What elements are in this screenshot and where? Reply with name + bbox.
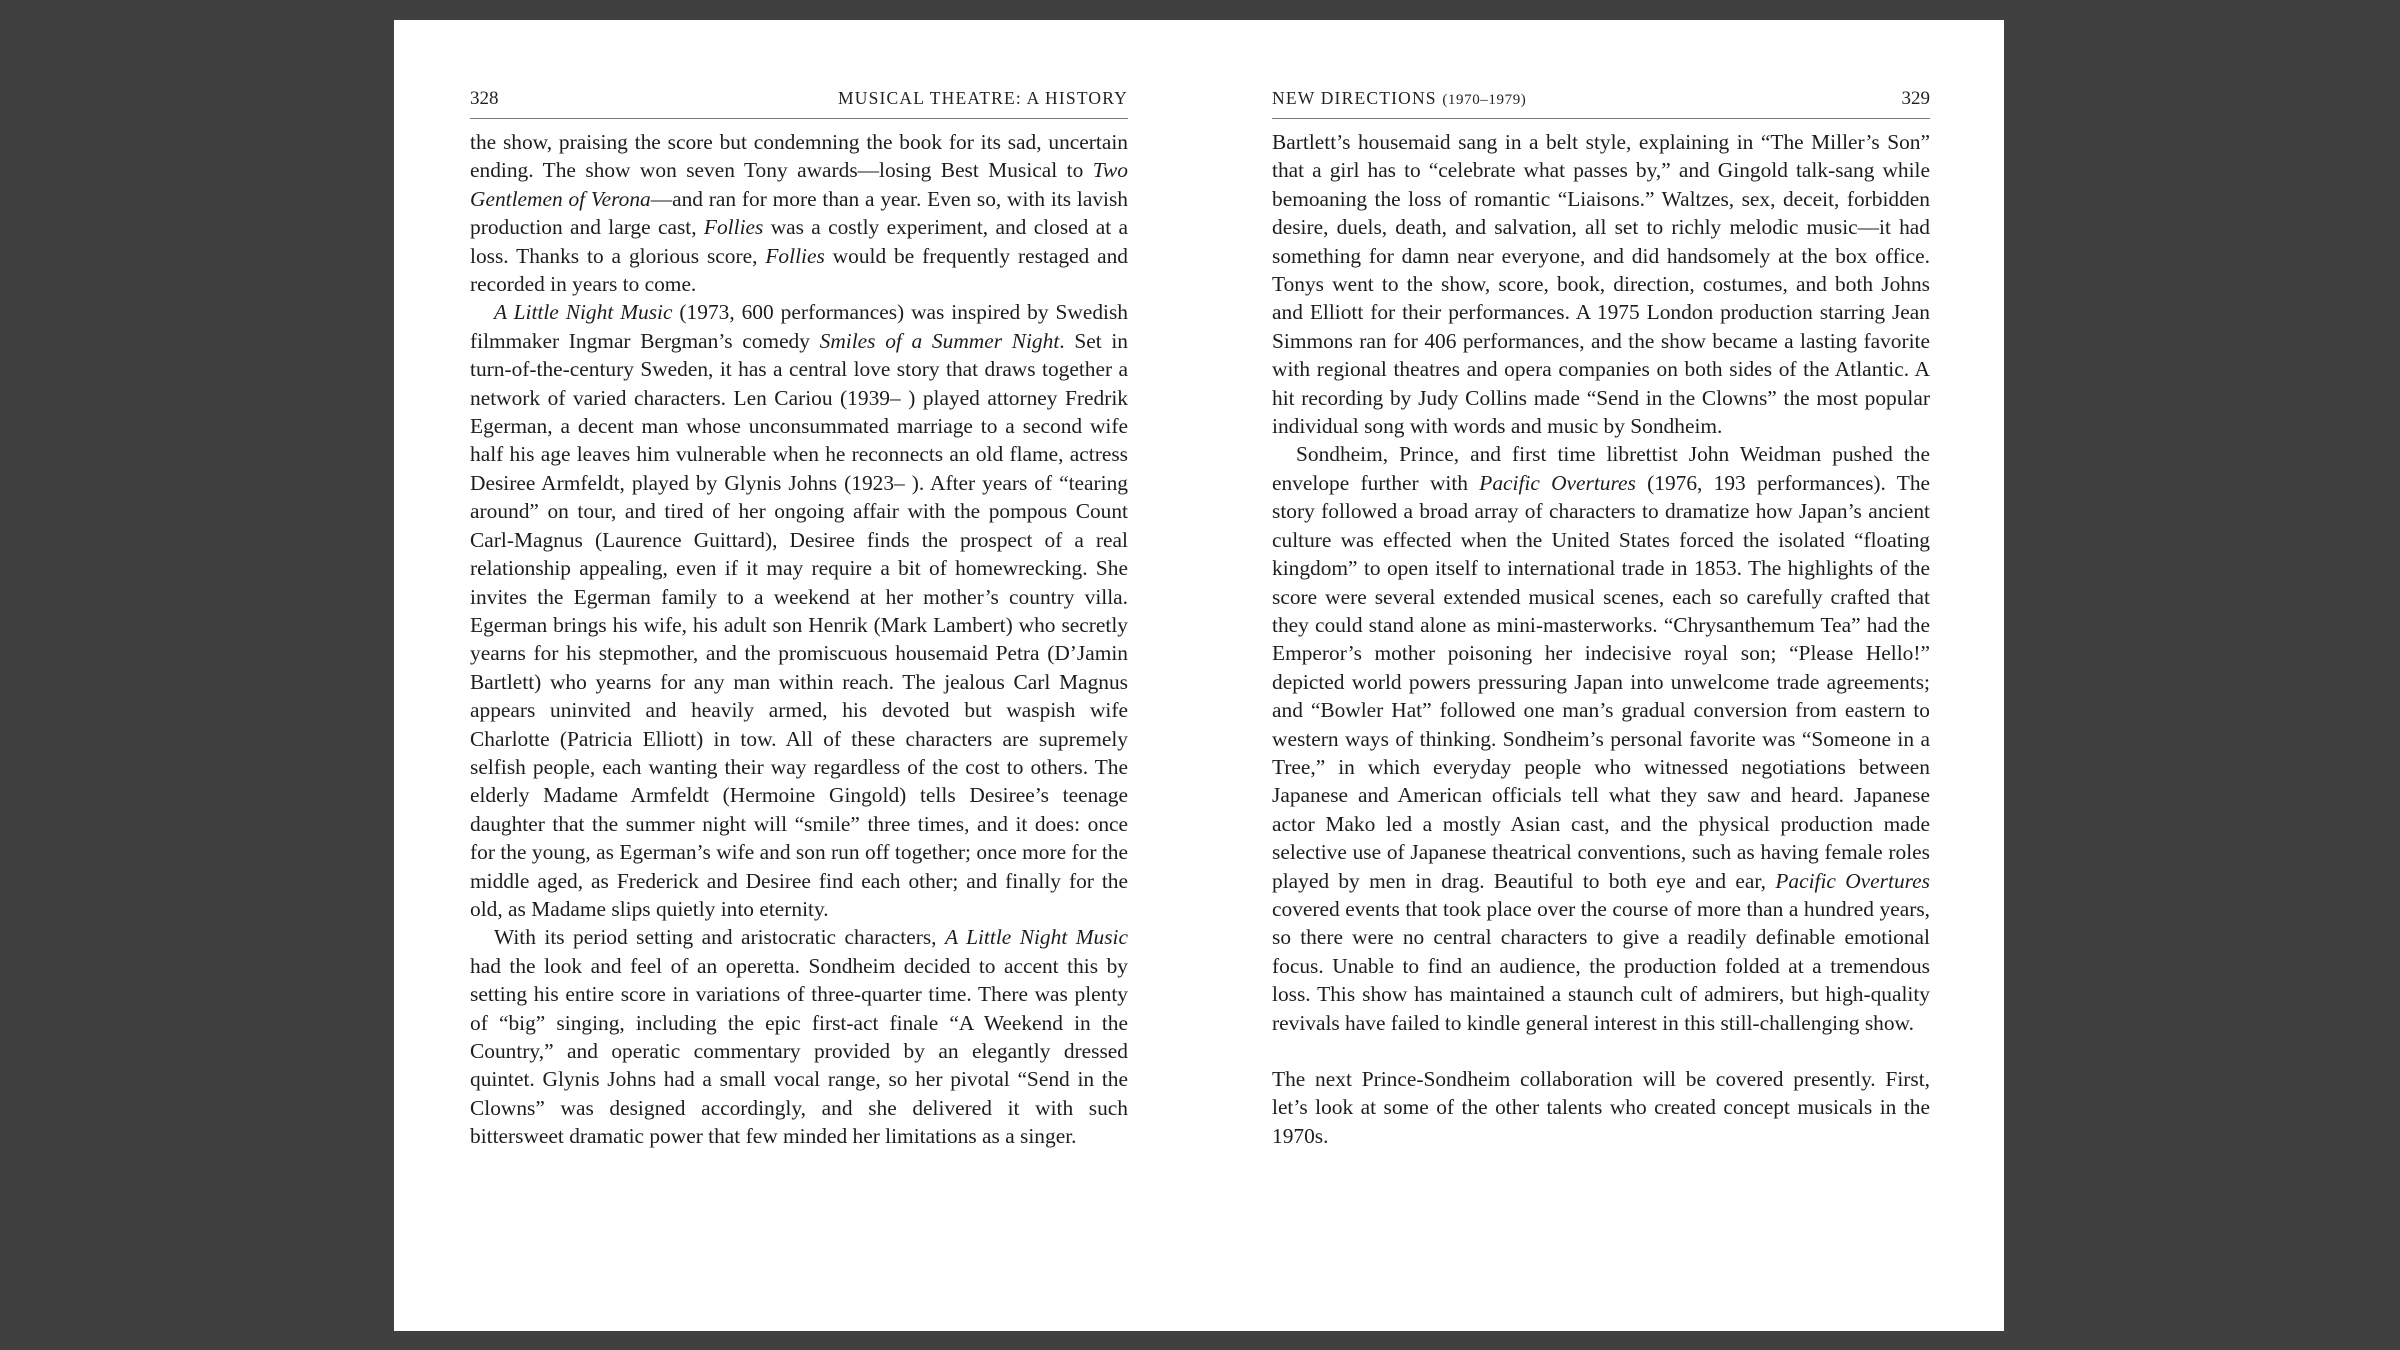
right-running-title: NEW DIRECTIONS bbox=[1272, 88, 1437, 108]
paragraph bbox=[1272, 1065, 1930, 1150]
text-run: (1976, 193 performances). The story followed a broad array of characters to dramatize how Japan’s ancient culture was effected when the United States forced the isolated “floating kingdom” to open itself to international trade in 1853. The highlights of the score were several extended musical scenes, each so carefully crafted that they could stand alone as mini-masterworks. “Chrysanthemum Tea” had the Emperor’s mother poisoning her indecisive royal son; “Please Hello!” depicted world powers pressuring Japan into unwelcome trade agreements; and “Bowler Hat” followed one man’s gradual conversion from eastern to western ways of thinking. Sondheim’s personal favorite was “Someone in a Tree,” in which everyday people who witnessed negotiations between Japanese and American officials tell what they saw and heard. Japanese actor Mako led a mostly Asian cast, and the physical production made selective use of Japanese theatrical conventions, such as having female roles played by men in drag. Beautiful to both eye and ear, bbox=[1272, 470, 1931, 893]
right-page bbox=[1272, 88, 1930, 1150]
paragraph bbox=[1272, 440, 1930, 1037]
text-run: would be frequently restaged and recorded in years to come. bbox=[470, 243, 1128, 297]
left-running-title: MUSICAL THEATRE: A HISTORY bbox=[837, 88, 1128, 108]
right-running-title-group bbox=[1272, 88, 1526, 109]
right-page-number: 329 bbox=[1901, 88, 1930, 109]
text-run: . Set in turn-of-the-century Sweden, it has a central love story that draws together a network of varied characters. Len Cariou (1939– ) played attorney Fredrik Egerman, a decent man whose unconsummated marriage to a second wife half his age leaves him vulnerable when he reconnects an old flame, actress Desiree Armfeldt, played by Glynis Johns (1923– ). After years of “tearing around” on tour, and tired of her ongoing affair with the pompous Count Carl-Magnus (Laurence Guittard), Desiree finds the prospect of a real relationship appealing, even if it may require a bit of homewrecking. She invites the Egerman family to a weekend at her mother’s country villa. Egerman brings his wife, his adult son Henrik (Mark Lambert) who secretly yearns for his stepmother, and the promiscuous housemaid Petra (D’Jamin Bartlett) who yearns for any man within reach. The jealous Carl Magnus appears uninvited and heavily armed, his devoted but waspish wife Charlotte (Patricia Elliott) in tow. All of these characters are supremely selfish people, each wanting their way regardless of the cost to others. The elderly Madame Armfeldt (Hermoine Gingold) tells Desiree’s teenage daughter that the summer night will “smile” three times, and it does: once for the young, as Egerman’s wife and son run off together; once more for the middle aged, as Frederick and Desiree find each other; and finally for the old, as Madame slips quietly into eternity. bbox=[470, 328, 1128, 921]
text-run: The next Prince-Sondheim collaboration will be covered presently. First, let’s look at some of the other talents who created concept musicals in the 1970s. bbox=[1272, 1067, 1930, 1148]
italic-title: A Little Night Music bbox=[944, 925, 1128, 950]
right-running-head bbox=[1272, 88, 1930, 119]
text-run: Bartlett’s housemaid sang in a belt style, explaining in “The Miller’s Son” that a girl has to “celebrate what passes by,” and Gingold talk-sang while bemoaning the loss of romantic “Liaisons.” Waltzes, sex, deceit, forbidden desire, duels, death, and salvation, all set to richly melodic music—it had something for damn near everyone, and did handsomely at the box office. Tonys went to the show, score, book, direction, costumes, and both Johns and Elliott for their performances. A 1975 London production starring Jean Simmons ran for 406 performances, and the show became a lasting favorite with regional theatres and opera companies on both sides of the Atlantic. A hit recording by Judy Collins made “Send in the Clowns” the most popular individual song with words and music by Sondheim. bbox=[1272, 130, 1930, 439]
left-running-head bbox=[470, 88, 1128, 119]
left-body-text bbox=[470, 128, 1128, 1151]
paragraph bbox=[1272, 128, 1930, 440]
italic-title: Follies bbox=[765, 243, 825, 268]
text-run: —and ran for more than a year. Even so, with its lavish production and large cast, bbox=[470, 186, 1128, 240]
paragraph bbox=[470, 298, 1128, 923]
italic-title: A Little Night Music bbox=[494, 300, 673, 325]
left-page-number: 328 bbox=[470, 88, 499, 109]
italic-title: Pacific Overtures bbox=[1775, 868, 1930, 893]
paragraph bbox=[470, 923, 1128, 1150]
italic-title: Pacific Overtures bbox=[1479, 470, 1636, 495]
left-page bbox=[470, 88, 1128, 1151]
right-running-dates: (1970–1979) bbox=[1442, 92, 1527, 108]
italic-title: Two Gentlemen of Verona bbox=[470, 158, 1128, 211]
italic-title: Smiles of a Summer Night bbox=[819, 328, 1060, 353]
text-run: the show, praising the score but condemning the book for its sad, uncertain ending. The show won seven Tony awards—losing Best Musical to bbox=[470, 130, 1128, 183]
book-spread bbox=[394, 20, 2004, 1331]
text-run: covered events that took place over the course of more than a hundred years, so there were no central characters to give a readily definable emotional focus. Unable to find an audience, the production folded at a tremendous loss. This show has maintained a staunch cult of admirers, but high-quality revivals have failed to kindle general interest in this still-challenging show. bbox=[1272, 896, 1930, 1035]
paragraph bbox=[470, 128, 1128, 298]
text-run: was a costly experiment, and closed at a loss. Thanks to a glorious score, bbox=[470, 215, 1128, 268]
text-run: (1973, 600 performances) was inspired by Swedish filmmaker Ingmar Bergman’s comedy bbox=[470, 300, 1128, 353]
italic-title: Follies bbox=[703, 215, 764, 240]
right-body-text bbox=[1272, 128, 1930, 1150]
text-run: had the look and feel of an operetta. Sondheim decided to accent this by setting his entire score in variations of three-quarter time. There was plenty of “big” singing, including the epic first-act finale “A Weekend in the Country,” and operatic commentary provided by an elegantly dressed quintet. Glynis Johns had a small vocal range, so her pivotal “Send in the Clowns” was designed accordingly, and she delivered it with such bittersweet dramatic power that few minded her limitations as a singer. bbox=[470, 953, 1128, 1149]
text-run: With its period setting and aristocratic characters, bbox=[494, 925, 945, 950]
text-run: Sondheim, Prince, and first time librettist John Weidman pushed the envelope further with bbox=[1272, 442, 1930, 495]
